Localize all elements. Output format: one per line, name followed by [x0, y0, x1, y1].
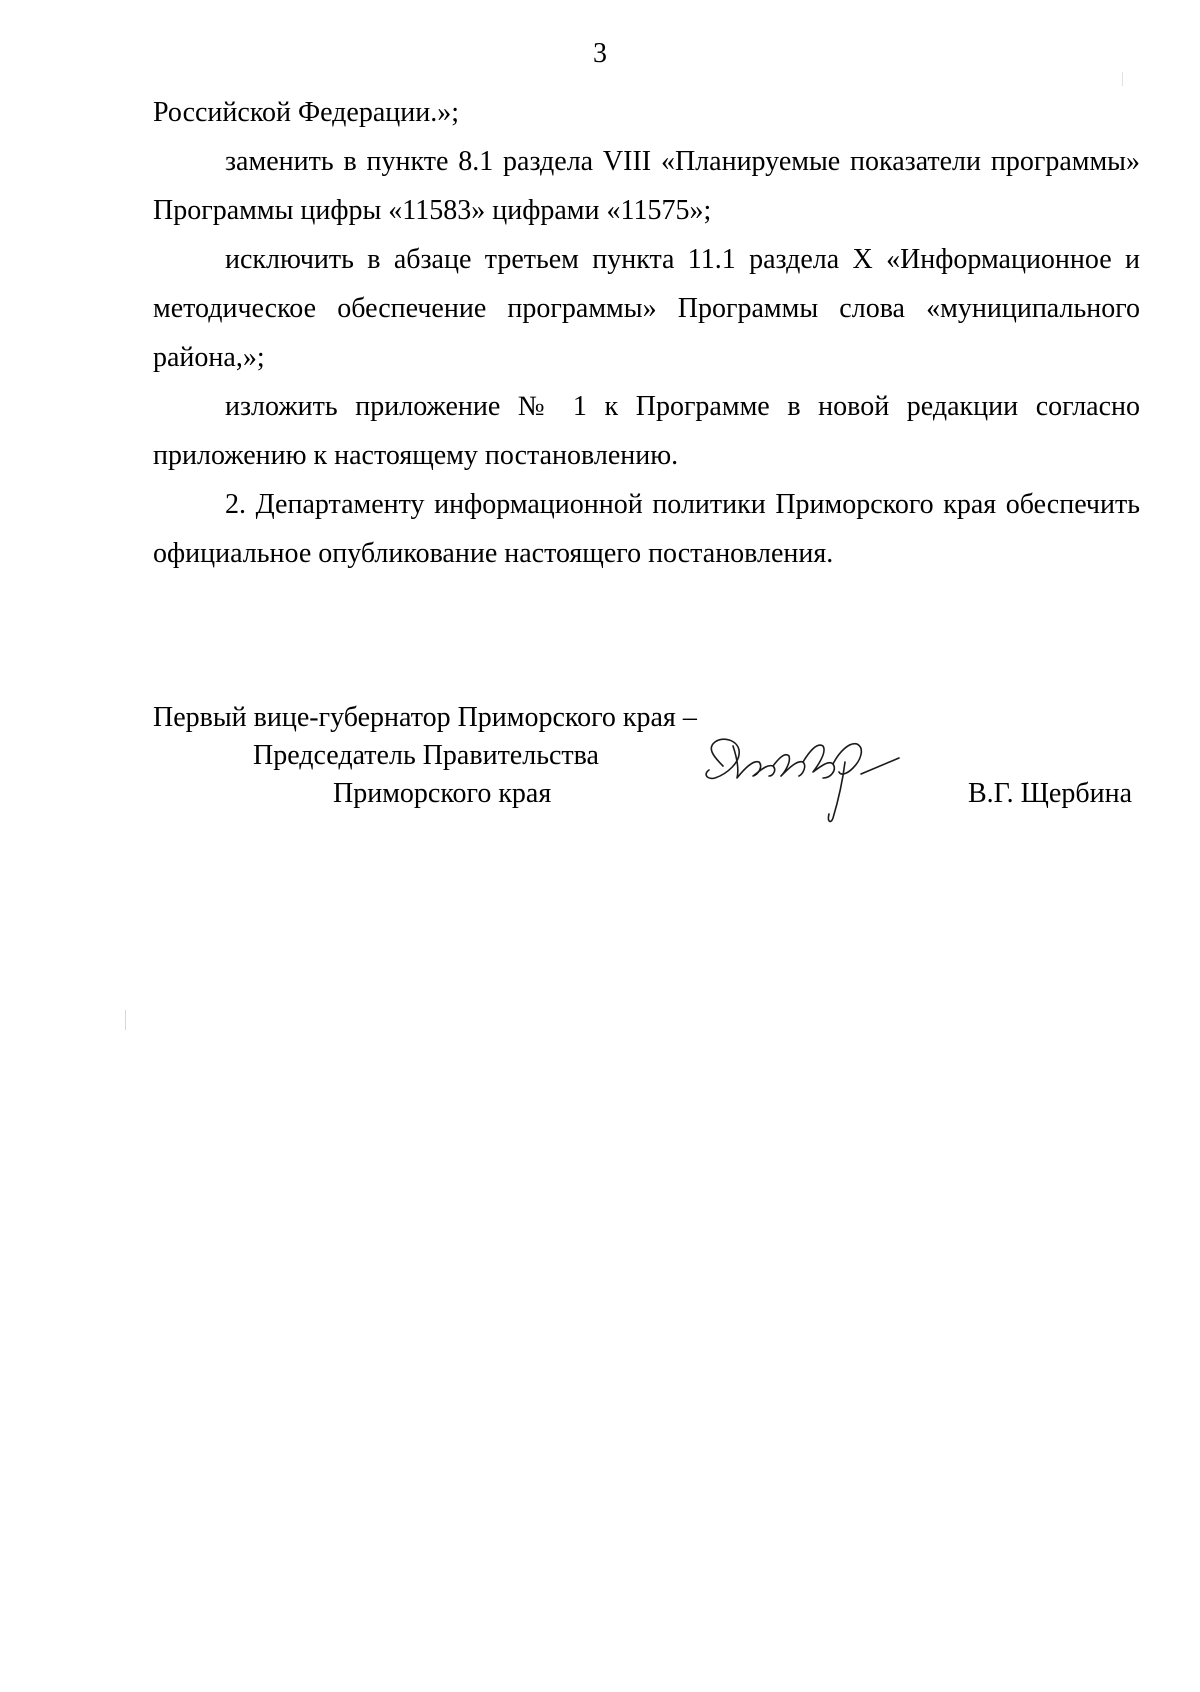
signatory-title-line-3: Приморского края [333, 778, 552, 809]
signatory-name: В.Г. Щербина [967, 778, 1132, 809]
scan-artifact [1122, 72, 1123, 86]
scan-artifact [125, 1010, 126, 1030]
paragraph-annex: изложить приложение № 1 к Программе в новой редакции согласно приложению к настоящему постановлению. [153, 391, 1140, 471]
paragraph-item-2: 2. Департаменту информационной политики Приморского края обеспечить официальное опубликование настоящего постановления. [153, 489, 1140, 569]
paragraph-continuation: Российской Федерации.»; [153, 97, 460, 128]
signatory-title-line-2: Председатель Правительства [253, 740, 599, 771]
paragraph-exclude-words: исключить в абзаце третьем пункта 11.1 раздела X «Информационное и методическое обеспечение программы» Программы слова «муниципального района,»; [153, 244, 1140, 373]
signatory-title-line-1: Первый вице-губернатор Приморского края – [153, 702, 697, 733]
page-number: 3 [593, 38, 607, 69]
paragraph-replace-figures: заменить в пункте 8.1 раздела VIII «Планируемые показатели программы» Программы цифры «11583» цифрами «11575»; [153, 146, 1140, 226]
signature-block [153, 700, 1140, 840]
document-body [153, 88, 1140, 578]
handwritten-signature [693, 718, 903, 828]
